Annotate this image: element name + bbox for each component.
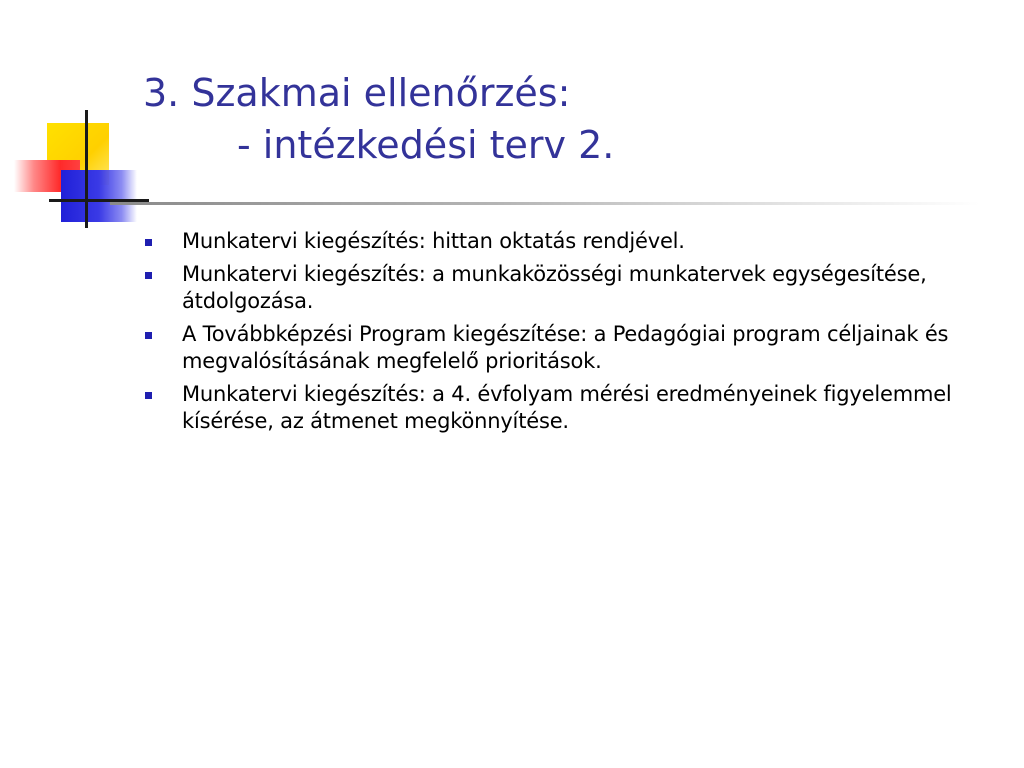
bullet-list <box>143 228 1013 441</box>
bullet-text: Munkatervi kiegészítés: a 4. évfolyam mérési eredményeinek figyelemmel kísérése, az átmenet megkönnyítése. <box>182 382 952 433</box>
slide-title-line-1: 3. Szakmai ellenőrzés: <box>143 71 571 115</box>
slide-title-line-2: - intézkedési terv 2. <box>237 123 615 167</box>
bullet-item <box>143 228 1013 255</box>
slide-title <box>143 67 614 171</box>
bullet-item <box>143 321 1013 375</box>
vertical-line-shape <box>85 110 88 228</box>
square-bullet-icon <box>145 272 152 279</box>
bullet-text: Munkatervi kiegészítés: a munkaközösségi munkatervek egységesítése, átdolgozása. <box>182 262 927 313</box>
bullet-item <box>143 261 1013 315</box>
square-bullet-icon <box>145 239 152 246</box>
blue-bar-shape <box>61 170 137 222</box>
bullet-text: A Továbbképzési Program kiegészítése: a Pedagógiai program céljainak és megvalósításának megfelelő prioritások. <box>182 322 949 373</box>
bullet-item <box>143 381 1013 435</box>
square-bullet-icon <box>145 392 152 399</box>
square-bullet-icon <box>145 332 152 339</box>
title-divider <box>110 202 980 205</box>
bullet-text: Munkatervi kiegészítés: hittan oktatás rendjével. <box>182 229 685 253</box>
